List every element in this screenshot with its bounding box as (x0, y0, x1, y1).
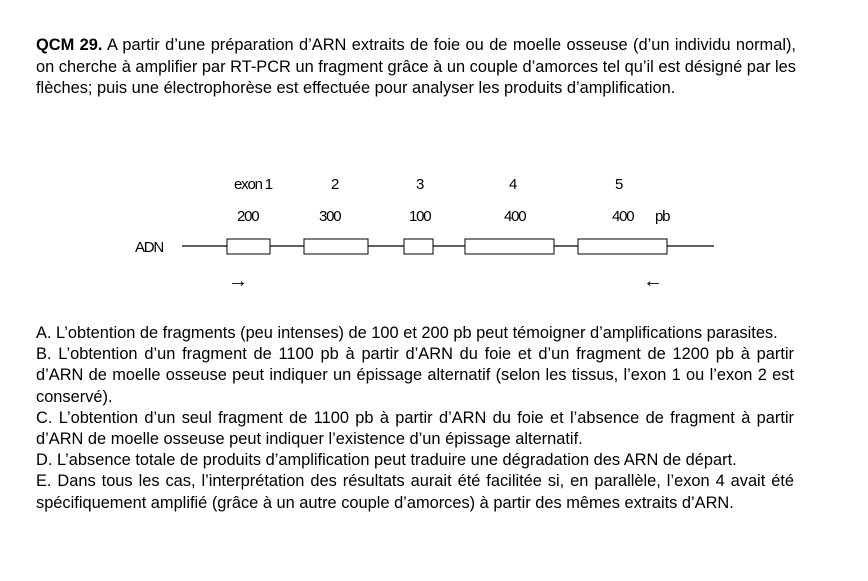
option-c: C. L’obtention d’un seul fragment de 1100 pb à partir d’ARN du foie et l’absence de fragment à partir d’ARN de moelle osseuse peut indiquer l’existence d’un épissage alternatif. (36, 408, 794, 449)
exon-box-3 (404, 239, 433, 254)
option-b: B. L’obtention d’un fragment de 1100 pb à partir d’ARN du foie et d’un fragment de 1200 pb à partir d’ARN de moelle osseuse peut indiquer un épissage alternatif (selon les tissus, l’exon 1 ou l’exon 2 est conservé). (36, 345, 794, 406)
reverse-primer-arrow-icon: ← (643, 270, 662, 292)
option-e: E. Dans tous les cas, l’interprétation des résultats aurait été facilitée si, en parallèle, l’exon 4 avait été spécifiquement amplifié (grâce à un autre couple d’amorces) à partir des mêmes extraits d’ARN. (36, 472, 794, 512)
size-unit-label: pb (655, 208, 670, 225)
question-text: A partir d’une préparation d’ARN extraits de foie ou de moelle osseuse (d’un individu normal), on cherche à amplifier par RT-PCR un fragment grâce à un couple d’amorces tel qu’il est désigné par les flèches; puis une électrophorèse est effectuée pour analyser les produits d’amplification. (36, 36, 796, 97)
exon-box-2 (304, 239, 368, 254)
exon-label-4: 4 (509, 176, 517, 193)
forward-primer-arrow-icon: → (228, 270, 247, 292)
question-number: QCM 29. (36, 36, 103, 54)
exon-box-5 (578, 239, 667, 254)
exon-label-2: 2 (331, 176, 339, 193)
exon-label-1: exon 1 (234, 176, 272, 193)
answer-options (36, 323, 794, 514)
exon-size-4: 400 (504, 208, 526, 225)
exon-size-1: 200 (237, 208, 259, 225)
exon-box-4 (465, 239, 554, 254)
exon-size-5: 400 (612, 208, 634, 225)
exon-label-3: 3 (416, 176, 424, 193)
exon-box-1 (227, 239, 270, 254)
exon-label-5: 5 (615, 176, 623, 193)
dna-label: ADN (135, 239, 164, 256)
exon-size-2: 300 (319, 208, 341, 225)
option-d: D. L’absence totale de produits d’amplification peut traduire une dégradation des ARN de départ. (36, 451, 737, 470)
option-a: A. L’obtention de fragments (peu intenses) de 100 et 200 pb peut témoigner d’amplifications parasites. (36, 324, 778, 342)
exon-size-3: 100 (409, 208, 431, 225)
